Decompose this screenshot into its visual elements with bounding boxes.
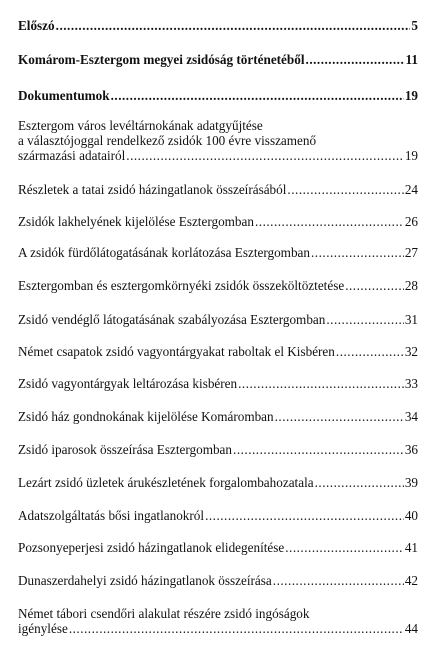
- toc-entry[interactable]: [18, 214, 418, 229]
- dot-leader: [56, 18, 411, 33]
- dot-leader: [273, 573, 404, 588]
- toc-entry[interactable]: [18, 245, 418, 260]
- dot-leader: [69, 621, 404, 636]
- toc-entry[interactable]: [18, 278, 418, 293]
- toc-entry-page: 32: [404, 344, 418, 359]
- dot-leader: [285, 540, 404, 555]
- toc-entry-page: 41: [404, 540, 418, 555]
- toc-entry-title-line: Német tábori csendőri alakulat részére zsidó ingóságok: [18, 606, 310, 621]
- toc-entry[interactable]: [18, 540, 418, 555]
- toc-entry-title: Dunaszerdahelyi zsidó házingatlanok összeírása: [18, 573, 272, 588]
- toc-entry-title: Zsidó ház gondnokának kijelölése Komáromban: [18, 409, 274, 424]
- toc-entry-title-line: Esztergom város levéltárnokának adatgyűjtése: [18, 118, 263, 133]
- toc-entry-page: 40: [404, 508, 418, 523]
- toc-entry-title: Zsidó vagyontárgyak leltározása kisbéren: [18, 376, 238, 391]
- dot-leader: [336, 344, 404, 359]
- toc-entry-page: 31: [404, 312, 418, 327]
- toc-entry[interactable]: [18, 409, 418, 424]
- dot-leader: [205, 508, 404, 523]
- dot-leader: [233, 442, 404, 457]
- toc-entry-title-line: a választójoggal rendelkező zsidók 100 évre visszamenő: [18, 133, 317, 148]
- toc-entry-page: 5: [411, 18, 418, 33]
- toc-entry[interactable]: [18, 118, 418, 163]
- toc-entry-title: Zsidók lakhelyének kijelölése Esztergomban: [18, 214, 254, 229]
- toc-entry-title: Dokumentumok: [18, 88, 110, 103]
- toc-entry[interactable]: [18, 376, 418, 391]
- toc-entry-page: 27: [404, 245, 418, 260]
- dot-leader: [315, 475, 404, 490]
- toc-entry-page: 42: [404, 573, 418, 588]
- toc-entry-page: 24: [404, 182, 418, 197]
- toc-entry[interactable]: [18, 18, 418, 33]
- toc-entry-title: Adatszolgáltatás bősi ingatlanokról: [18, 508, 205, 523]
- toc-entry-title: származási adatairól: [18, 148, 126, 163]
- toc-entry[interactable]: [18, 475, 418, 490]
- toc-entry[interactable]: [18, 312, 418, 327]
- toc-entry[interactable]: [18, 508, 418, 523]
- toc-entry-page: 36: [404, 442, 418, 457]
- toc-entry-title: Előszó: [18, 18, 55, 33]
- toc-entry-title: Esztergomban és esztergomkörnyéki zsidók összeköltöztetése: [18, 278, 345, 293]
- toc-entry-title: Komárom-Esztergom megyei zsidóság történetéből: [18, 52, 305, 67]
- toc-entry[interactable]: [18, 606, 418, 636]
- dot-leader: [326, 312, 403, 327]
- dot-leader: [238, 376, 404, 391]
- dot-leader: [255, 214, 404, 229]
- toc-entry-page: 26: [404, 214, 418, 229]
- toc-entry-page: 39: [404, 475, 418, 490]
- toc-entry-page: 19: [404, 88, 418, 103]
- dot-leader: [111, 88, 404, 103]
- toc-entry[interactable]: [18, 52, 418, 67]
- toc-entry-page: 19: [404, 148, 418, 163]
- toc-entry-page: 34: [404, 409, 418, 424]
- dot-leader: [126, 148, 404, 163]
- toc-entry-page: 28: [404, 278, 418, 293]
- toc-entry-title: Zsidó iparosok összeírása Esztergomban: [18, 442, 233, 457]
- dot-leader: [306, 52, 405, 67]
- toc-entry-page: 33: [404, 376, 418, 391]
- toc-entry[interactable]: [18, 344, 418, 359]
- toc-entry-title: Lezárt zsidó üzletek árukészletének forgalombahozatala: [18, 475, 314, 490]
- dot-leader: [345, 278, 404, 293]
- toc-entry-title: Zsidó vendéglő látogatásának szabályozása Esztergomban: [18, 312, 326, 327]
- toc-entry-title: Részletek a tatai zsidó házingatlanok összeírásából: [18, 182, 287, 197]
- toc-entry-title: Pozsonyeperjesi zsidó házingatlanok elidegenítése: [18, 540, 285, 555]
- toc-entry-title: A zsidók fürdőlátogatásának korlátozása Esztergomban: [18, 245, 310, 260]
- toc-entry-title: Német csapatok zsidó vagyontárgyakat raboltak el Kisbéren: [18, 344, 335, 359]
- dot-leader: [287, 182, 403, 197]
- toc-entry[interactable]: [18, 182, 418, 197]
- toc-entry[interactable]: [18, 442, 418, 457]
- toc-entry[interactable]: [18, 88, 418, 103]
- toc-entry-page: 44: [404, 621, 418, 636]
- toc-entry-page: 11: [405, 52, 418, 67]
- toc-entry-title: igénylése: [18, 621, 68, 636]
- dot-leader: [275, 409, 404, 424]
- dot-leader: [311, 245, 404, 260]
- toc-entry[interactable]: [18, 573, 418, 588]
